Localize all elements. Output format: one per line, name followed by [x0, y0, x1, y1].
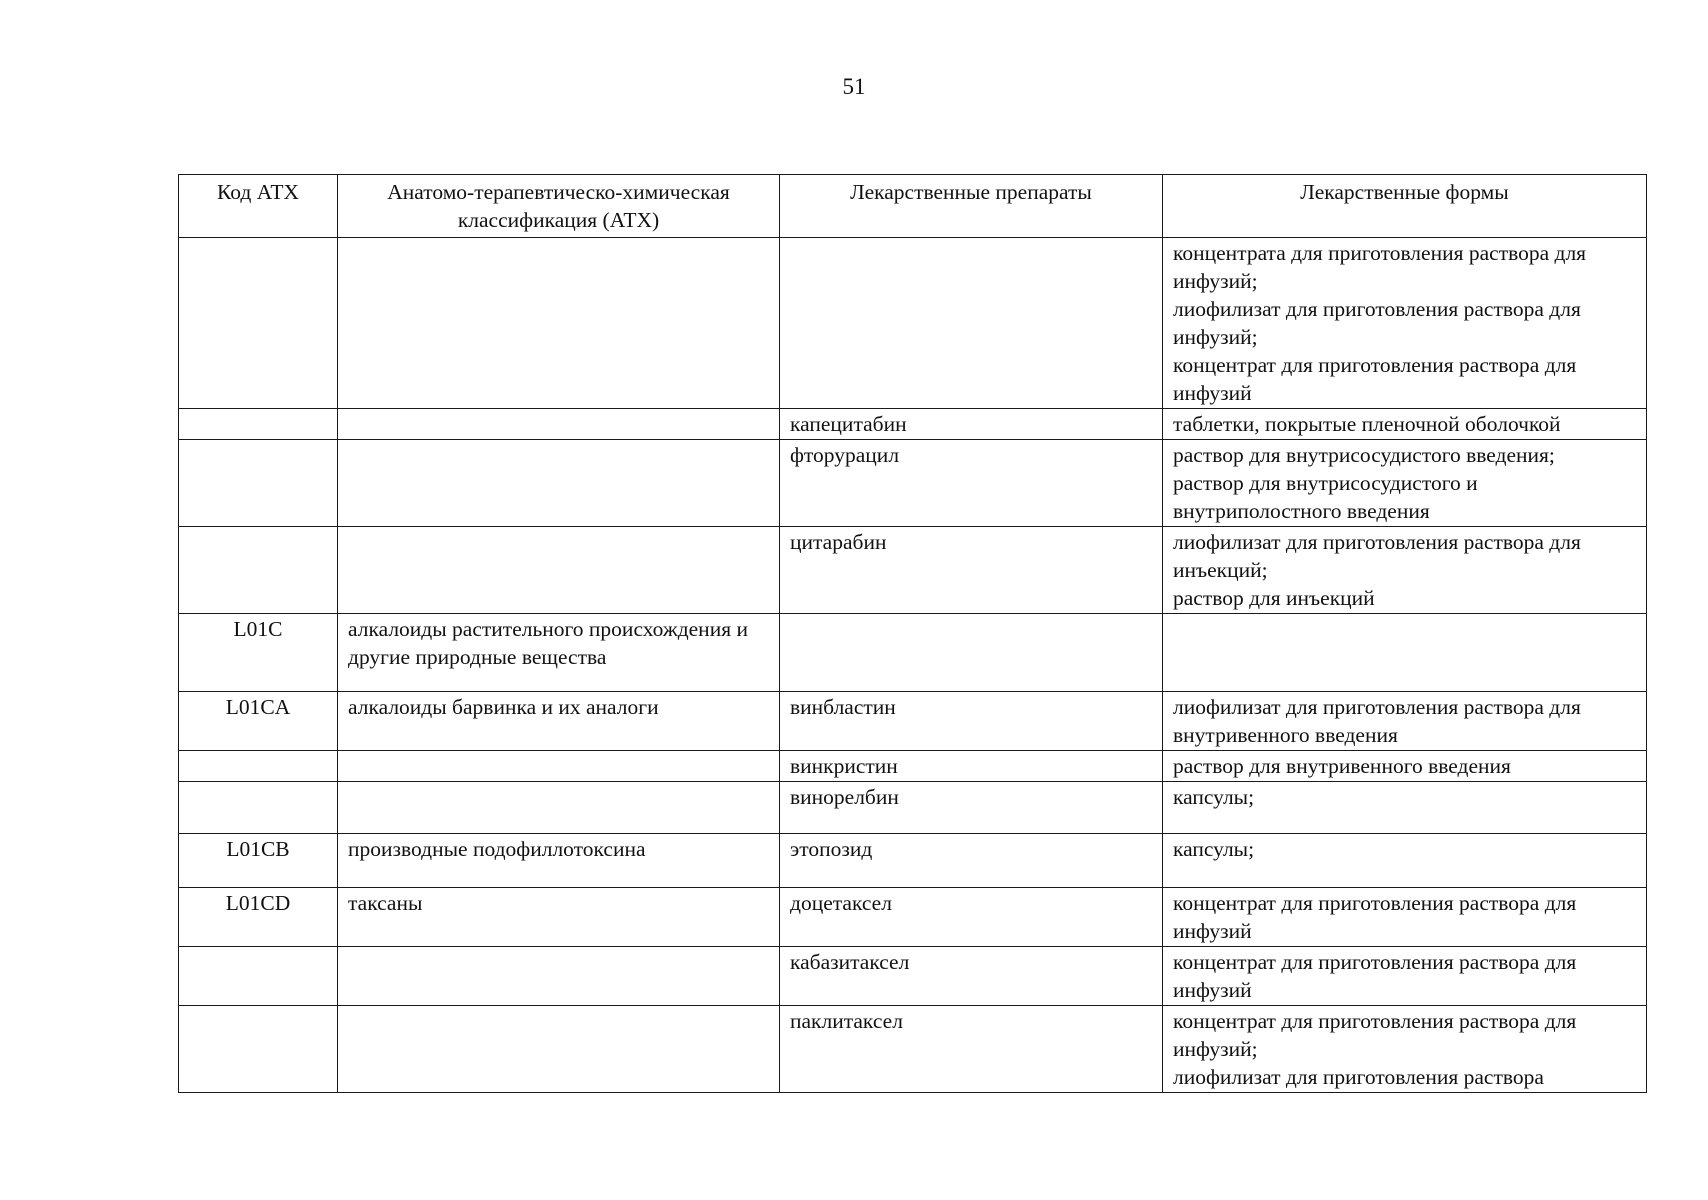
cell-dosage-forms [1163, 409, 1647, 440]
table-row [179, 409, 1647, 440]
dosage-form-item: концентрат для приготовления раствора для инфузий [1173, 353, 1577, 405]
atc-drug-table [178, 174, 1647, 1093]
cell-drug-name: винбластин [780, 692, 1163, 751]
cell-dosage-forms [1163, 614, 1647, 692]
dosage-form-item: концентрат для приготовления раствора для инфузий [1173, 950, 1577, 1002]
table-row [179, 888, 1647, 947]
dosage-form-item: концентрата для приготовления раствора для инфузий; [1173, 241, 1587, 293]
cell-atc-code [179, 409, 338, 440]
cell-atc-code [179, 238, 338, 409]
dosage-form-item: лиофилизат для приготовления раствора [1173, 1065, 1544, 1089]
cell-atc-code: L01CB [179, 834, 338, 888]
page-number: 51 [842, 74, 866, 99]
table-header [179, 175, 1647, 238]
table-row [179, 782, 1647, 834]
dosage-form-item: лиофилизат для приготовления раствора для внутривенного введения [1173, 695, 1581, 747]
table-row [179, 527, 1647, 614]
cell-dosage-forms [1163, 692, 1647, 751]
cell-atc-classification: таксаны [338, 888, 780, 947]
cell-atc-classification [338, 751, 780, 782]
cell-atc-classification [338, 238, 780, 409]
cell-atc-classification [338, 409, 780, 440]
header-drugs: Лекарственные препараты [780, 175, 1163, 238]
table-body [179, 238, 1647, 1093]
dosage-form-item: капсулы; [1173, 837, 1255, 861]
cell-atc-code [179, 751, 338, 782]
table-row [179, 1006, 1647, 1093]
cell-drug-name: этопозид [780, 834, 1163, 888]
cell-atc-classification [338, 782, 780, 834]
dosage-form-item: раствор для инъекций [1173, 586, 1375, 610]
cell-atc-code [179, 527, 338, 614]
table-row [179, 947, 1647, 1006]
table-row [179, 440, 1647, 527]
cell-atc-classification [338, 947, 780, 1006]
header-dosage-forms: Лекарственные формы [1163, 175, 1647, 238]
cell-atc-classification: алкалоиды барвинка и их аналоги [338, 692, 780, 751]
dosage-form-item: раствор для внутривенного введения [1173, 754, 1511, 778]
dosage-form-item: капсулы; [1173, 785, 1255, 809]
dosage-form-item: раствор для внутрисосудистого и внутриполостного введения [1173, 471, 1478, 523]
cell-drug-name: фторурацил [780, 440, 1163, 527]
cell-dosage-forms [1163, 527, 1647, 614]
cell-atc-code [179, 947, 338, 1006]
table-row [179, 751, 1647, 782]
cell-atc-classification: производные подофиллотоксина [338, 834, 780, 888]
table-row [179, 834, 1647, 888]
cell-drug-name: паклитаксел [780, 1006, 1163, 1093]
cell-atc-classification [338, 527, 780, 614]
cell-atc-code: L01CD [179, 888, 338, 947]
cell-dosage-forms [1163, 440, 1647, 527]
cell-atc-code [179, 782, 338, 834]
cell-dosage-forms [1163, 1006, 1647, 1093]
cell-dosage-forms [1163, 888, 1647, 947]
dosage-form-item: таблетки, покрытые пленочной оболочкой [1173, 412, 1561, 436]
table-row [179, 692, 1647, 751]
table-row [179, 238, 1647, 409]
cell-drug-name: цитарабин [780, 527, 1163, 614]
header-row [179, 175, 1647, 238]
dosage-form-item: лиофилизат для приготовления раствора для инфузий; [1173, 297, 1581, 349]
cell-atc-classification [338, 440, 780, 527]
cell-atc-code: L01CA [179, 692, 338, 751]
dosage-form-item: концентрат для приготовления раствора для инфузий; [1173, 1009, 1577, 1061]
cell-dosage-forms [1163, 782, 1647, 834]
cell-atc-classification [338, 1006, 780, 1093]
table-row [179, 614, 1647, 692]
cell-drug-name: винорелбин [780, 782, 1163, 834]
cell-atc-code [179, 1006, 338, 1093]
cell-dosage-forms [1163, 834, 1647, 888]
dosage-form-item: концентрат для приготовления раствора для инфузий [1173, 891, 1577, 943]
header-atc-code: Код АТХ [179, 175, 338, 238]
cell-drug-name: винкристин [780, 751, 1163, 782]
dosage-form-item: лиофилизат для приготовления раствора для инъекций; [1173, 530, 1581, 582]
cell-dosage-forms [1163, 751, 1647, 782]
dosage-form-item: раствор для внутрисосудистого введения; [1173, 443, 1555, 467]
cell-dosage-forms [1163, 238, 1647, 409]
cell-atc-code: L01C [179, 614, 338, 692]
cell-drug-name: доцетаксел [780, 888, 1163, 947]
cell-drug-name: капецитабин [780, 409, 1163, 440]
cell-atc-code [179, 440, 338, 527]
cell-drug-name: кабазитаксел [780, 947, 1163, 1006]
cell-dosage-forms [1163, 947, 1647, 1006]
cell-drug-name [780, 238, 1163, 409]
cell-drug-name [780, 614, 1163, 692]
header-atc-classification: Анатомо-терапевтическо-химическая классификация (АТХ) [338, 175, 780, 238]
cell-atc-classification: алкалоиды растительного происхождения и другие природные вещества [338, 614, 780, 692]
